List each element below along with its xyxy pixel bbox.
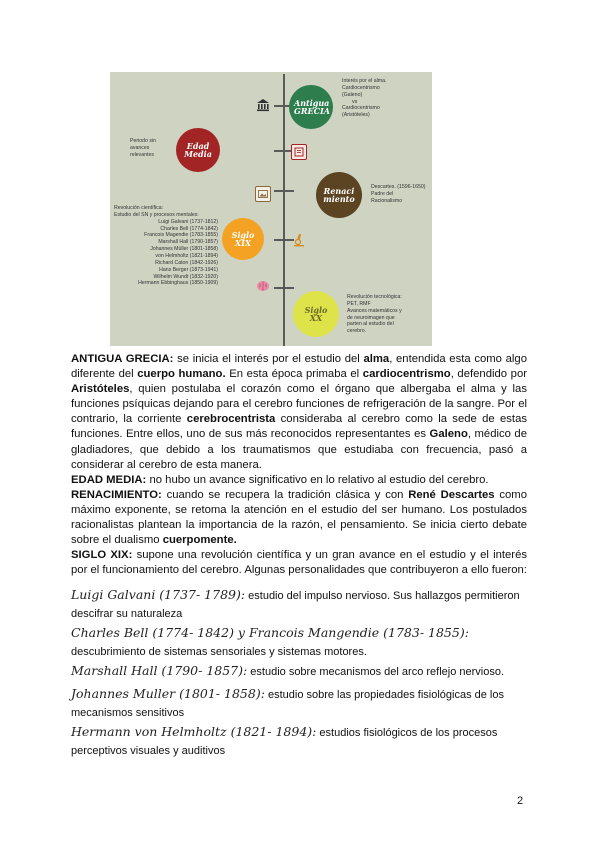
node-renacimiento — [316, 172, 362, 218]
timeline-tick — [274, 239, 294, 241]
note-line: Francois Magendie (1783-1855) — [144, 232, 218, 239]
note-line: avances — [130, 144, 150, 151]
note-line: Marshall Hall (1790-1857) — [158, 239, 218, 246]
person-name: Hermann von Helmholtz (1821- 1894): — [71, 724, 317, 739]
bold-run: Galeno — [429, 428, 468, 441]
paragraph-label: EDAD MEDIA: — [71, 473, 147, 486]
paragraph-renacimiento — [71, 488, 527, 548]
note-line: Luigi Galvani (1737-1812) — [158, 218, 218, 225]
text-run: , defendido por — [450, 368, 527, 381]
note-xx — [347, 294, 402, 335]
page-number: 2 — [517, 795, 524, 807]
note-line: Revolución tecnológica: — [347, 294, 402, 300]
brain-icon — [255, 278, 271, 294]
text-run: , médico de gladiadores, que debido a los traumatismos que estudiaba con frecuencia, pasó a considerar al cerebro de esta manera. — [71, 428, 527, 471]
bold-run: Aristóteles — [71, 383, 130, 396]
person-name: Johannes Muller (1801- 1858): — [71, 686, 265, 701]
text-run: En esta época primaba el — [225, 368, 363, 381]
bold-run: René Descartes — [408, 488, 495, 501]
note-line: von Helmholtz (1821-1894) — [155, 253, 218, 260]
note-line: Cardiocentrismo — [342, 105, 380, 112]
note-line: Racionalismo — [371, 197, 403, 204]
person-muller — [71, 685, 527, 722]
note-media — [130, 138, 156, 159]
person-name: Luigi Galvani (1737- 1789): — [71, 587, 246, 602]
picture-icon — [255, 186, 271, 202]
note-line: Johannes Müller (1801-1858) — [150, 246, 218, 253]
note-line: cerebro. — [347, 328, 367, 335]
node-siglo-xix — [222, 218, 264, 260]
note-renacimiento — [371, 184, 426, 205]
note-line: parten al estudio del — [347, 321, 394, 328]
text-run: supone una revolución científica y un gran avance en el estudio y el interés por el funcionamiento del cerebro. Algunas personalidades que contribuyeron a ello fueron: — [71, 549, 527, 577]
paragraph-grecia — [71, 352, 527, 473]
note-line: Padre del — [371, 190, 394, 197]
note-line: vs — [352, 98, 358, 105]
bold-run: cuerpomente. — [162, 534, 237, 547]
note-line: PET, RMF — [347, 300, 371, 307]
node-title: Edad Media — [184, 140, 212, 159]
note-line: Richard Caton (1842-1926) — [155, 259, 218, 266]
note-line: Descartes. (1596-1650) — [371, 184, 426, 190]
note-line: Wilhelm Wundt (1832-1920) — [153, 273, 218, 280]
note-line: (Galeno) — [342, 91, 363, 98]
note-line: Revolución científica: — [114, 205, 164, 211]
timeline-tick — [274, 190, 294, 192]
person-desc: descubrimiento de sistemas sensoriales y sistemas motores. — [71, 646, 367, 658]
text-run: , entendida esta como algo diferente del — [71, 353, 527, 381]
node-title: Renacimiento — [323, 185, 355, 204]
node-edad-media — [176, 128, 220, 172]
text-run: como máximo exponente, se retoma la atención en el estudio del ser humano. Los postulados racionalistas plantean la importancia de la razón, el pensamiento. Se inicia cierto debate sobre el dualismo — [71, 488, 528, 547]
note-xix — [114, 205, 218, 287]
note-line: Periodo sin — [130, 138, 156, 144]
note-line: (Aristóteles) — [342, 112, 370, 119]
node-title: Siglo XIX — [231, 229, 255, 248]
person-name: Charles Bell (1774- 1842) y Francois Mangendie (1783- 1855): — [71, 625, 469, 640]
person-galvani — [71, 586, 527, 623]
temple-icon — [256, 98, 270, 112]
bold-run: alma — [363, 353, 390, 365]
note-line: Estudio del SN y procesos mentales: — [114, 211, 199, 218]
person-bell-magendie — [71, 624, 527, 661]
person-desc: estudio del impulso nervioso. Sus hallazgos permitieron descifrar su naturaleza — [71, 590, 520, 620]
bold-run: cardiocentrismo — [362, 368, 451, 381]
person-desc: estudios fisiológicos de los procesos perceptivos visuales y auditivos — [71, 727, 498, 757]
person-helmholtz — [71, 723, 527, 760]
person-hall — [71, 662, 527, 681]
person-desc: estudio sobre las propiedades fisiológicas de los mecanismos sensitivos — [71, 689, 504, 719]
text-run: cuando se recupera la tradición clásica y con — [161, 488, 409, 501]
node-antigua-grecia — [289, 85, 333, 129]
note-grecia — [342, 78, 386, 119]
person-desc: estudio sobre mecanismos del arco reflejo nervioso. — [247, 666, 505, 678]
paragraph-siglo-xix — [71, 548, 527, 578]
note-line: Hermann Ebbinghaus (1850-1909) — [138, 280, 218, 287]
timeline-tick — [274, 287, 294, 289]
note-line: Cardiocentrismo — [342, 84, 380, 91]
note-line: Hans Berger (1873-1941) — [159, 266, 218, 273]
node-siglo-xx — [293, 291, 339, 337]
text-run: , quien postulaba el corazón como el órgano que albergaba el alma y las funciones psíquicas dejando para el cerebro funciones de refrigeración de la sangre. Por el contrario, la corriente — [71, 383, 527, 426]
bold-run: cerebrocentrista — [186, 413, 276, 426]
book-icon — [291, 144, 307, 160]
bold-run: cuerpo humano. — [137, 368, 226, 381]
node-title: Antigua GRECIA — [294, 97, 330, 116]
document-body — [71, 352, 527, 578]
node-title: Siglo XX — [304, 304, 328, 323]
note-line: Interés por el alma. — [342, 78, 387, 84]
note-line: relevantes — [130, 151, 154, 158]
paragraph-label: ANTIGUA GRECIA: — [71, 353, 174, 365]
note-line: Avances matemáticos y — [347, 307, 402, 314]
paragraph-label: RENACIMIENTO: — [71, 488, 162, 501]
text-run: consideraba al cerebro como la sede de estas funciones. Entre ellos, uno de sus más reconocidos representantes es — [71, 413, 527, 441]
note-line: de neuroimagen que — [347, 314, 395, 321]
timeline-figure — [110, 72, 432, 346]
microscope-icon — [292, 233, 306, 247]
person-name: Marshall Hall (1790- 1857): — [71, 663, 248, 678]
text-run: se inicia el interés por el estudio del — [173, 353, 364, 365]
text-run: no hubo un avance significativo en lo relativo al estudio del cerebro. — [146, 473, 489, 486]
timeline-spine — [283, 74, 285, 346]
paragraph-edad-media — [71, 473, 527, 488]
note-line: Charles Bell (1774-1842) — [160, 225, 218, 232]
paragraph-label: SIGLO XIX: — [71, 549, 133, 562]
